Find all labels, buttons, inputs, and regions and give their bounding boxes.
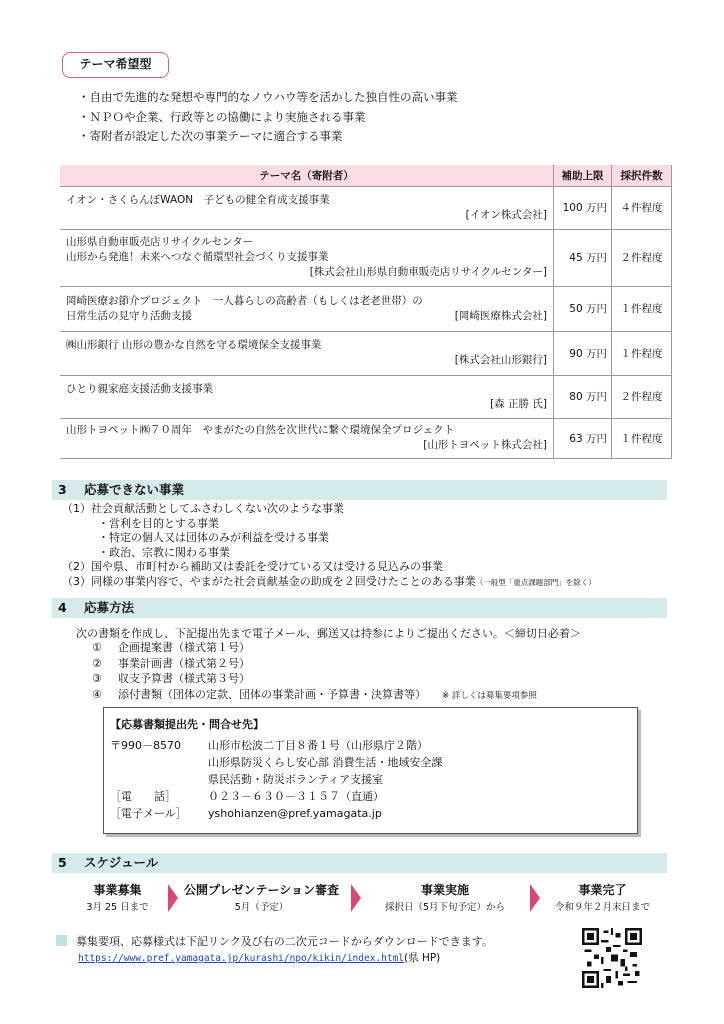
table-row bbox=[60, 229, 672, 286]
theme-table bbox=[60, 165, 672, 459]
header-count: 採択件数 bbox=[612, 165, 672, 186]
theme-sponsor: [山形トヨペット株式会社] bbox=[423, 439, 547, 451]
theme-amount: 90 万円 bbox=[554, 331, 612, 375]
list-item: ③ 収支予算書（様式第３号） bbox=[92, 672, 250, 685]
schedule bbox=[60, 880, 680, 920]
theme-amount: 50 万円 bbox=[554, 286, 612, 331]
mail-label: ［電子メール］ bbox=[110, 807, 187, 820]
theme-amount: 100 万円 bbox=[554, 186, 612, 229]
list-item: （2）国や県、市町村から補助又は委託を受けている又は受ける見込みの事業 bbox=[62, 560, 443, 573]
theme-title: 日常生活の見守り活動支援 bbox=[66, 309, 192, 322]
theme-title: 山形トヨペット㈱７０周年 やまがたの自然を次世代に繋ぐ環境保全プロジェクト bbox=[66, 424, 455, 436]
office: 県民活動・防災ボランティア支援室 bbox=[208, 773, 384, 786]
qr-code-icon bbox=[582, 928, 642, 988]
tel-number: ０２３－６３０－３１５７（直通） bbox=[208, 790, 384, 803]
schedule-step: 事業実施 採択日（5月下旬予定）から bbox=[384, 883, 506, 913]
theme-title: ひとり親家庭支援活動支援事業 bbox=[66, 382, 213, 395]
header-theme-name: テーマ名（寄附者） bbox=[60, 165, 554, 186]
header-amount: 補助上限 bbox=[554, 165, 612, 186]
theme-sponsor: [イオン株式会社] bbox=[465, 208, 547, 221]
section-title: スケジュール bbox=[84, 855, 159, 870]
theme-title: 山形から発進！未来へつなぐ循環型社会づくり支援事業 bbox=[66, 251, 329, 263]
theme-count: １件程度 bbox=[612, 418, 672, 458]
theme-title: 山形県自動車販売店リサイクルセンター bbox=[66, 236, 254, 248]
download-link-line bbox=[78, 950, 440, 965]
table-row bbox=[60, 186, 672, 229]
list-item: ④ 添付書類（団体の定款、団体の事業計画・予算書・決算書等） ※ 詳しくは募集要項参照 bbox=[92, 687, 537, 701]
download-link[interactable]: https://www.pref.yamagata.jp/kurashi/npo/kikin/index.html bbox=[78, 953, 405, 964]
bullet-item: ・自由で先進的な発想や専門的なノウハウ等を活かした独自性の高い事業 bbox=[78, 90, 458, 104]
theme-sponsor: [株式会社山形県自動車販売店リサイクルセンター] bbox=[309, 266, 547, 278]
theme-bullets bbox=[78, 88, 458, 147]
section-title: 応募できない事業 bbox=[84, 482, 185, 497]
address: 山形市松波二丁目８番１号（山形県庁２階） bbox=[208, 739, 428, 752]
download-note: 募集要項、応募様式は下記リンク及び右の二次元コードからダウンロードできます。 bbox=[56, 933, 493, 949]
list-subitem: ・政治、宗教に関わる事業 bbox=[98, 545, 230, 559]
list-item: ① 企画提案書（様式第１号） bbox=[92, 641, 250, 654]
theme-amount: 45 万円 bbox=[554, 229, 612, 286]
list-subitem: ・特定の個人又は団体のみが利益を受ける事業 bbox=[98, 531, 329, 544]
chevron-right-icon bbox=[530, 884, 540, 912]
list-subitem: ・営利を目的とする事業 bbox=[98, 516, 219, 530]
section-number: 5 bbox=[58, 855, 67, 870]
theme-amount: 80 万円 bbox=[554, 375, 612, 418]
contact-title: 【応募書類提出先・問合せ先】 bbox=[110, 718, 264, 731]
list-item: （1）社会貢献活動としてふさわしくない次のような事業 bbox=[62, 502, 344, 515]
theme-title: 岡崎医療お節介プロジェクト 一人暮らしの高齢者（もしくは老老世帯）の bbox=[66, 294, 423, 307]
table-row bbox=[60, 418, 672, 458]
bullet-item: ・寄附者が設定した次の事業テーマに適合する事業 bbox=[78, 129, 343, 143]
theme-count: １件程度 bbox=[612, 331, 672, 375]
ineligible-list bbox=[62, 502, 596, 589]
table-row bbox=[60, 375, 672, 418]
section-3-header bbox=[52, 480, 667, 500]
theme-title: イオン・さくらんぼWAON 子どもの健全育成支援事業 bbox=[66, 193, 330, 206]
section-title: 応募方法 bbox=[84, 600, 135, 615]
theme-sponsor: [株式会社山形銀行] bbox=[454, 354, 547, 366]
table-row bbox=[60, 331, 672, 375]
tel-label: ［電 話］ bbox=[110, 790, 176, 803]
section-number: 3 bbox=[58, 482, 67, 497]
list-item: （3）同様の事業内容で、やまがた社会貢献基金の助成を２回受けたことのある事業 bbox=[62, 574, 476, 588]
theme-sponsor: [森 正勝 氏] bbox=[490, 397, 547, 410]
theme-amount: 63 万円 bbox=[554, 418, 612, 458]
docs-note: ※ 詳しくは募集要項参照 bbox=[442, 690, 537, 701]
schedule-step: 公開プレゼンテーション審査 5月（予定） bbox=[183, 883, 340, 913]
list-item: ② 事業計画書（様式第２号） bbox=[92, 656, 250, 670]
list-item-note: （一般型「重点課題部門」を除く） bbox=[475, 577, 596, 587]
email-address[interactable]: yshohianzen@pref.yamagata.jp bbox=[208, 807, 382, 820]
contact-box bbox=[103, 707, 638, 834]
method-intro: 次の書類を作成し、下記提出先まで電子メール、郵送又は持参によりご提出ください。＜締切日必着＞ bbox=[76, 627, 581, 640]
theme-sponsor: [岡崎医療株式会社] bbox=[454, 309, 547, 322]
section-5-header bbox=[52, 853, 667, 873]
theme-count: １件程度 bbox=[612, 286, 672, 331]
schedule-step: 事業募集 3月 25 日まで bbox=[86, 883, 149, 913]
theme-title: ㈱山形銀行 山形の豊かな自然を守る環境保全支援事業 bbox=[66, 339, 322, 351]
theme-count: ２件程度 bbox=[612, 375, 672, 418]
theme-count: ２件程度 bbox=[612, 229, 672, 286]
link-suffix: (県 HP) bbox=[404, 952, 441, 964]
section-number: 4 bbox=[58, 600, 67, 615]
schedule-step: 事業完了 令和９年２月末日まで bbox=[554, 883, 650, 913]
department: 山形県防災くらし安心部 消費生活・地域安全課 bbox=[208, 756, 443, 769]
required-documents bbox=[92, 640, 537, 702]
section-4-header bbox=[52, 598, 667, 618]
theme-count: ４件程度 bbox=[612, 186, 672, 229]
table-row bbox=[60, 286, 672, 331]
bullet-item: ・ＮＰＯや企業、行政等との協働により実施される事業 bbox=[78, 109, 366, 124]
postal-code: 〒990－8570 bbox=[110, 739, 181, 752]
square-bullet-icon bbox=[56, 935, 67, 946]
chevron-right-icon bbox=[351, 884, 361, 912]
theme-type-badge: テーマ希望型 bbox=[62, 52, 169, 78]
